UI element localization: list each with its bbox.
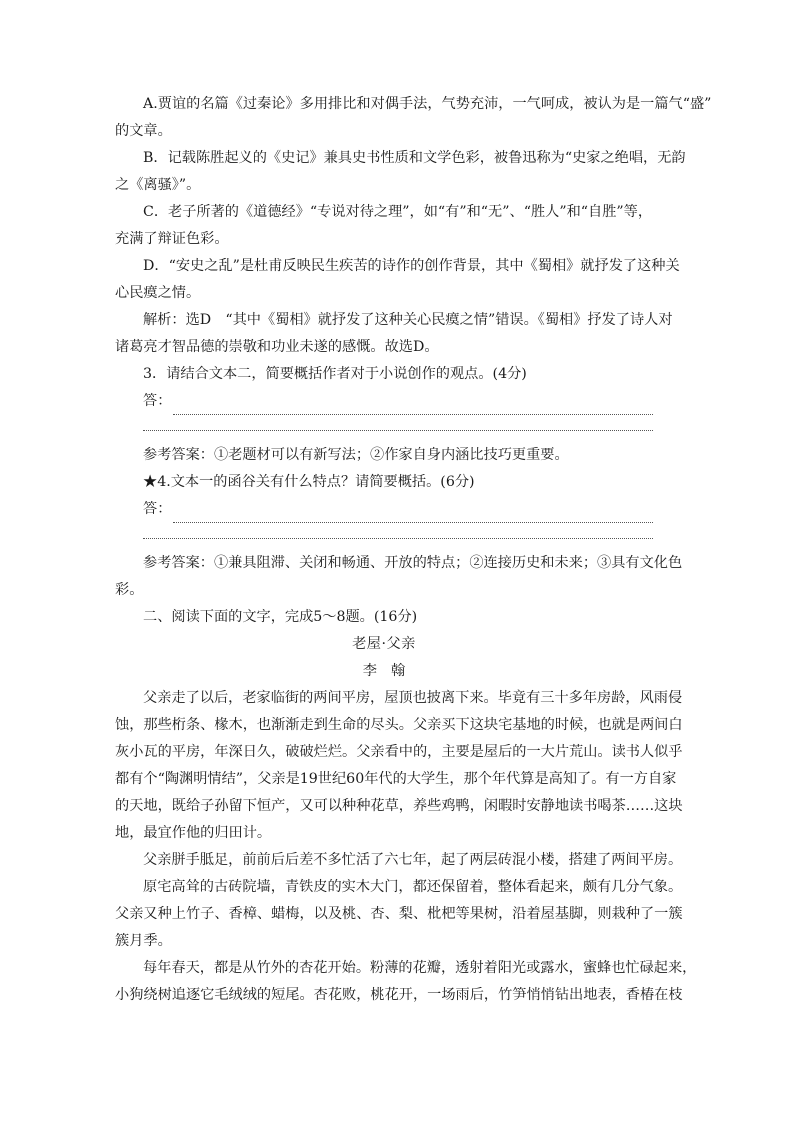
answer-dotted-line-extra[interactable] (115, 415, 653, 442)
option-a-line-2: 的文章。 (115, 123, 172, 139)
paragraph-line: 的天地，既给子孙留下恒产，又可以种种花草，养些鸡鸭，闲暇时安静地读书喝茶……这块 (115, 798, 683, 814)
question-4: ★4.文本一的函谷关有什么特点？请简要概括。(6分) (143, 474, 475, 490)
paragraph-line: 小狗绕树追逐它毛绒绒的短尾。杏花败，桃花开，一场雨后，竹笋悄悄钻出地表，香椿在枝 (115, 987, 683, 1003)
answer-label: 答： (143, 501, 172, 517)
article-author: 李翰 (362, 663, 420, 679)
paragraph-line: 蚀，那些桁条、椽木，也渐渐走到生命的尽头。父亲买下这块宅基地的时候，也就是两间白 (115, 717, 683, 733)
document-page (115, 91, 712, 1009)
analysis-line-2: 诸葛亮才智品德的崇敬和功业未遂的感慨。故选D。 (115, 339, 439, 355)
answer-dotted-line (173, 508, 653, 523)
answer-field-3[interactable] (115, 388, 653, 415)
reference-answer-4-line-1: 参考答案：①兼具阻滞、关闭和畅通、开放的特点；②连接历史和未来；③具有文化色 (143, 555, 683, 571)
section-heading: 二、阅读下面的文字，完成5～8题。(16分) (143, 609, 418, 625)
paragraph-line: 原宅高耸的古砖院墙，青铁皮的实木大门，都还保留着，整体看起来，颇有几分气象。 (143, 879, 683, 895)
option-c-line-2: 充满了辩证色彩。 (115, 231, 229, 247)
analysis-line-1: 解析：选D “其中《蜀相》就抒发了这种关心民瘼之情”错误。《蜀相》抒发了诗人对 (143, 312, 673, 328)
paragraph-line: 父亲又种上竹子、香樟、蜡梅，以及桃、杏、梨、枇杷等果树，沿着屋基脚，则栽种了一簇 (115, 906, 683, 922)
paragraph-line: 父亲胼手胝足，前前后后差不多忙活了六七年，起了两层砖混小楼，搭建了两间平房。 (143, 852, 683, 868)
option-b-line-2: 之《离骚》”。 (115, 177, 201, 193)
option-c-line-1: C．老子所著的《道德经》“专说对待之理”，如“有”和“无”、“胜人”和“自胜”等， (143, 204, 653, 220)
option-d-line-1: D．“安史之乱”是杜甫反映民生疾苦的诗作的创作背景，其中《蜀相》就抒发了这种关 (143, 258, 680, 274)
reference-answer-3: 参考答案：①老题材可以有新写法；②作家自身内涵比技巧更重要。 (143, 447, 569, 463)
paragraph-line: 灰小瓦的平房，年深日久，破破烂烂。父亲看中的，主要是屋后的一大片荒山。读书人似乎 (115, 744, 683, 760)
paragraph-line: 都有个“陶渊明情结”，父亲是19世纪60年代的大学生，那个年代算是高知了。有一方自家 (115, 771, 677, 787)
option-d-line-2: 心民瘼之情。 (115, 285, 201, 301)
option-a-line-1: A.贾谊的名篇《过秦论》多用排比和对偶手法，气势充沛，一气呵成，被认为是一篇气“盛” (143, 96, 712, 112)
answer-field-4[interactable] (115, 496, 653, 523)
article-title: 老屋·父亲 (352, 636, 416, 652)
answer-dotted-line (173, 400, 653, 415)
answer-label: 答： (143, 393, 172, 409)
paragraph-line: 每年春天，都是从竹外的杏花开始。粉薄的花瓣，透射着阳光或露水，蜜蜂也忙碌起来， (143, 960, 697, 976)
answer-dotted-line-extra[interactable] (115, 523, 653, 550)
reference-answer-4-line-2: 彩。 (115, 582, 144, 598)
paragraph-line: 簇月季。 (115, 933, 172, 949)
paragraph-line: 地，最宜作他的归田计。 (115, 825, 272, 841)
question-3: 3．请结合文本二，简要概括作者对于小说创作的观点。(4分) (143, 366, 527, 382)
paragraph-line: 父亲走了以后，老家临街的两间平房，屋顶也披离下来。毕竟有三十多年房龄，风雨侵 (143, 690, 683, 706)
option-b-line-1: B．记载陈胜起义的《史记》兼具史书性质和文学色彩，被鲁迅称为“史家之绝唱，无韵 (143, 150, 686, 166)
